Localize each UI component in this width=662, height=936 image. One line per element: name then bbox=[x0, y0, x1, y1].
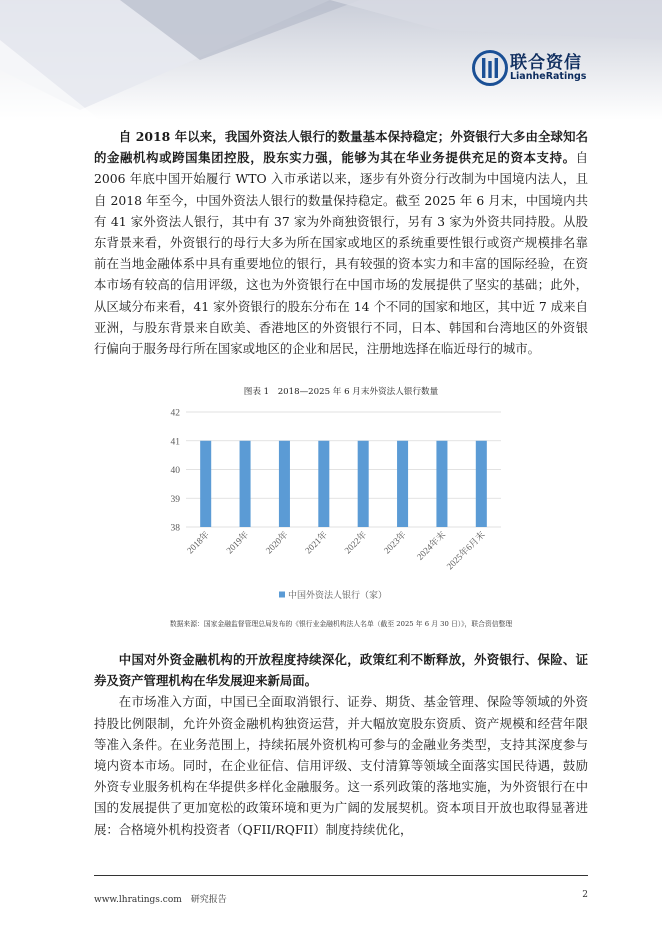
lianhe-logo-icon bbox=[472, 50, 508, 86]
x-tick-label: 2025年6月末 bbox=[444, 529, 487, 572]
logo-english-text: LianheRatings bbox=[510, 71, 587, 82]
footer-left bbox=[94, 892, 227, 905]
paragraph-1-text: 自 2006 年底中国开始履行 WTO 入市承诺以来，逐步有外资分行改制为中国境内法人，且自 2018 年至今，中国外资法人银行的数量保持稳定。截至 2025 年 6 月末，中国境内共有 41 家外资法人银行，其中有 37 家为外商独资银行，另有 3 家为外资共同持股。从股东背景来看，外资银行的母行大多为所在国家或地区的系统重要性银行或资产规模排名靠前在当地金融体系中具有重要地位的银行，具有较强的资本实力和丰富的国际经验，在资本市场有较高的信用评级，这也为外资银行在中国市场的发展提供了坚实的基础；此外，从区域分布来看，41 家外资银行的股东分布在 14 个不同的国家和地区，其中近 7 成来自亚洲，与股东背景来自欧美、香港地区的外资银行不同，日本、韩国和台湾地区的外资银行偏向于服务母行所在国家或地区的企业和居民，注册地选择在临近母行的城市。 bbox=[94, 150, 588, 357]
bar bbox=[200, 441, 211, 527]
x-tick-label: 2022年 bbox=[342, 529, 369, 556]
y-tick-label: 38 bbox=[170, 523, 180, 534]
paragraph-2-heading: 中国对外资金融机构的开放程度持续深化，政策红利不断释放，外资银行、保险、证券及资产管理机构在华发展迎来新局面。 bbox=[94, 652, 588, 689]
legend-label: 中国外资法人银行（家） bbox=[288, 590, 388, 600]
footer-report-type: 研究报告 bbox=[190, 895, 227, 905]
x-tick-label: 2019年 bbox=[224, 529, 251, 556]
bar bbox=[476, 441, 487, 527]
paragraph-3: 在市场准入方面，中国已全面取消银行、证券、期货、基金管理、保险等领域的外资持股比例限制，允许外资金融机构独资运营，并大幅放宽股东资质、资产规模和经营年限等准入条件。在业务范围上，持续拓展外资机构可参与的金融业务类型，支持其深度参与境内资本市场。同时，在企业征信、信用评级、支付清算等领域全面落实国民待遇，鼓励外资专业服务机构在华提供多样化金融服务。这一系列政策的落地实施，为外资银行在中国的发展提供了更加宽松的政策环境和更为广阔的发展契机。资本项目开放也取得显著进展：合格境外机构投资者（QFII/RQFII）制度持续优化， bbox=[94, 694, 588, 837]
main-content-continued bbox=[94, 649, 588, 840]
footer-divider bbox=[94, 875, 588, 876]
logo-chinese-text: 联合资信 bbox=[510, 53, 582, 73]
y-tick-label: 39 bbox=[170, 494, 180, 505]
paragraph-1-bold-lead: 自 2018 年以来，我国外资法人银行的数量基本保持稳定；外资银行大多由全球知名的金融机构或跨国集团控股，股东实力强，能够为其在华业务提供充足的资本支持。 bbox=[94, 129, 588, 166]
x-tick-label: 2020年 bbox=[263, 529, 290, 556]
bar bbox=[436, 441, 447, 527]
data-source-note: 数据来源：国家金融监督管理总局发布的《银行业金融机构法人名单（截至 2025 年 6 月 30 日）》，联合资信整理 bbox=[169, 620, 513, 628]
y-tick-label: 41 bbox=[170, 437, 180, 448]
legend-swatch bbox=[279, 592, 285, 598]
bar bbox=[240, 441, 251, 527]
bar-chart bbox=[161, 402, 515, 612]
x-tick-label: 2018年 bbox=[184, 529, 212, 556]
figure-title: 图表 1 2018—2025 年 6 月末外资法人银行数量 bbox=[243, 387, 439, 397]
x-tick-label: 2024年末 bbox=[414, 529, 448, 562]
bar bbox=[279, 441, 290, 527]
x-tick-label: 2023年 bbox=[381, 529, 408, 556]
x-tick-label: 2021年 bbox=[303, 529, 330, 556]
company-logo bbox=[472, 48, 602, 90]
footer-website: www.lhratings.com bbox=[94, 895, 182, 905]
bar bbox=[397, 441, 408, 527]
y-tick-label: 40 bbox=[170, 466, 180, 476]
paragraph-1 bbox=[94, 126, 588, 359]
bar bbox=[318, 441, 329, 527]
bar bbox=[358, 441, 369, 527]
y-tick-label: 42 bbox=[170, 408, 180, 419]
main-content bbox=[94, 126, 588, 359]
chart-background bbox=[161, 402, 515, 612]
page-number: 2 bbox=[582, 890, 588, 900]
